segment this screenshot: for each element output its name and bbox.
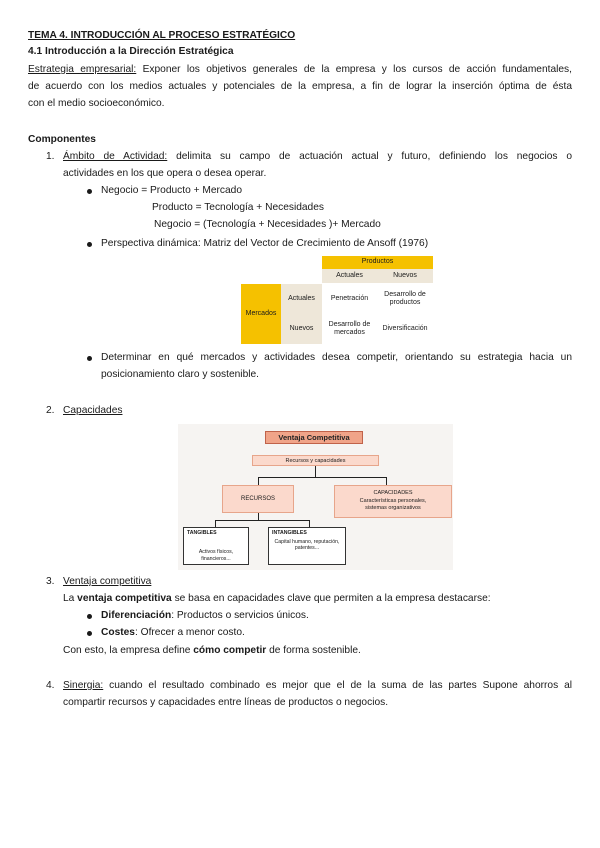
item4-line-1: [63, 679, 572, 693]
definition-line-3: con el medio socioeconómico.: [28, 98, 165, 109]
item3-concl-bold: cómo competir: [193, 645, 267, 656]
diferenciacion-label: Diferenciación: [101, 610, 172, 621]
matrix-col-actuales: Actuales: [322, 269, 377, 283]
diagram-intangibles: [268, 527, 346, 565]
diagram-connector: [386, 477, 387, 485]
components-heading: Componentes: [28, 134, 96, 145]
item4-number: 4.: [46, 680, 55, 691]
item4-line-2: compartir recursos y capacidades entre líneas de productos o negocios.: [63, 697, 389, 708]
item3-intro: [63, 592, 491, 606]
diferenciacion-text: : Productos o servicios únicos.: [171, 610, 309, 621]
diagram-tangibles-text: Activos físicos, financieros...: [198, 549, 234, 562]
item1-line-1: [63, 150, 572, 164]
bullet-perspectiva: Perspectiva dinámica: Matriz del Vector de Crecimiento de Ansoff (1976): [101, 238, 429, 249]
item1-term: Ámbito de Actividad:: [63, 151, 168, 162]
page-title: TEMA 4. INTRODUCCIÓN AL PROCESO ESTRATÉGICO: [28, 30, 296, 41]
diagram-tangibles-title: TANGIBLES: [187, 530, 217, 536]
diagram-tangibles: [183, 527, 249, 565]
diagram-recursos-capacidades: Recursos y capacidades: [252, 455, 379, 466]
definition-text-1: Exponer los objetivos generales de la empresa y los cursos de acción fundamentales,: [136, 64, 572, 75]
matrix-col-nuevos: Nuevos: [377, 269, 433, 283]
diagram-connector: [315, 466, 316, 477]
diagram-intangibles-text: Capital humano, reputación, patentes...: [274, 538, 340, 551]
matrix-products-header: Productos: [322, 256, 433, 269]
formula-negocio: Negocio = (Tecnología + Necesidades )+ Mercado: [154, 219, 381, 230]
diagram-capacidades-title: CAPACIDADES: [373, 490, 413, 497]
item3-conclusion: [63, 644, 361, 658]
bullet-negocio: Negocio = Producto + Mercado: [101, 185, 243, 196]
matrix-markets-label: Mercados: [241, 284, 281, 344]
item1-line-2: actividades en los que opera o desea operar.: [63, 168, 267, 179]
item3-concl-a: Con esto, la empresa define: [63, 645, 194, 656]
diagram-intangibles-title: INTANGIBLES: [272, 530, 307, 536]
diagram-capacidades: [334, 485, 452, 518]
definition-term: Estrategia empresarial:: [28, 64, 137, 75]
diagram-connector: [309, 520, 310, 527]
definition-line-1: [28, 63, 572, 77]
matrix-desarrollo-mercados: Desarrollo de mercados: [328, 320, 371, 336]
bullet-determinar-1: Determinar en qué mercados y actividades desea competir, orientando su estrategia hacia un: [101, 352, 572, 363]
bullet-costes: [101, 626, 245, 640]
matrix-row-nuevos: Nuevos: [281, 314, 322, 344]
item3-term: Ventaja competitiva: [63, 576, 152, 587]
bullet-dot: [87, 356, 92, 361]
formula-producto: Producto = Tecnología + Necesidades: [152, 202, 324, 213]
item3-concl-b: de forma sostenible.: [266, 645, 361, 656]
bullet-dot: [87, 242, 92, 247]
item3-intro-b: se basa en capacidades clave que permiten a la empresa destacarse:: [171, 593, 491, 604]
diagram-connector: [215, 520, 216, 527]
diagram-connector: [258, 477, 259, 485]
diagram-connector: [258, 477, 386, 478]
capabilities-diagram: [178, 424, 453, 570]
costes-text: : Ofrecer a menor costo.: [134, 627, 245, 638]
diagram-ventaja: Ventaja Competitiva: [265, 431, 363, 444]
item1-text-1: delimita su campo de actuación actual y futuro, definiendo los negocios o: [167, 151, 572, 162]
bullet-dot: [87, 631, 92, 636]
item2-term: Capacidades: [63, 405, 123, 416]
diagram-capacidades-line1: Características personales,: [359, 497, 427, 504]
matrix-row-actuales: Actuales: [281, 284, 322, 314]
matrix-penetracion: Penetración: [330, 294, 369, 302]
matrix-desarrollo-productos: Desarrollo de productos: [384, 290, 426, 306]
diagram-connector: [215, 520, 309, 521]
diagram-connector: [258, 513, 259, 520]
diagram-recursos: RECURSOS: [222, 485, 294, 513]
item3-intro-a: La: [63, 593, 78, 604]
definition-line-2: de acuerdo con los medios actuales y potenciales de la empresa, a fin de lograr la inserción óptima de ésta: [28, 81, 572, 92]
bullet-diferenciacion: [101, 609, 309, 623]
ansoff-matrix: [241, 256, 433, 344]
costes-label: Costes: [101, 627, 135, 638]
item2-number: 2.: [46, 405, 55, 416]
item3-number: 3.: [46, 576, 55, 587]
matrix-diversificacion: Diversificación: [382, 324, 428, 332]
diagram-capacidades-line2: sistemas organizativos: [365, 505, 421, 512]
bullet-dot: [87, 614, 92, 619]
bullet-dot: [87, 189, 92, 194]
item3-intro-bold: ventaja competitiva: [77, 593, 172, 604]
item4-term: Sinergia:: [63, 680, 104, 691]
item4-text-1: cuando el resultado combinado es mejor que el de la suma de las partes Supone ahorros al: [103, 680, 572, 691]
section-subtitle: 4.1 Introducción a la Dirección Estratégica: [28, 46, 234, 57]
bullet-determinar-2: posicionamiento claro y sostenible.: [101, 369, 259, 380]
item1-number: 1.: [46, 151, 55, 162]
